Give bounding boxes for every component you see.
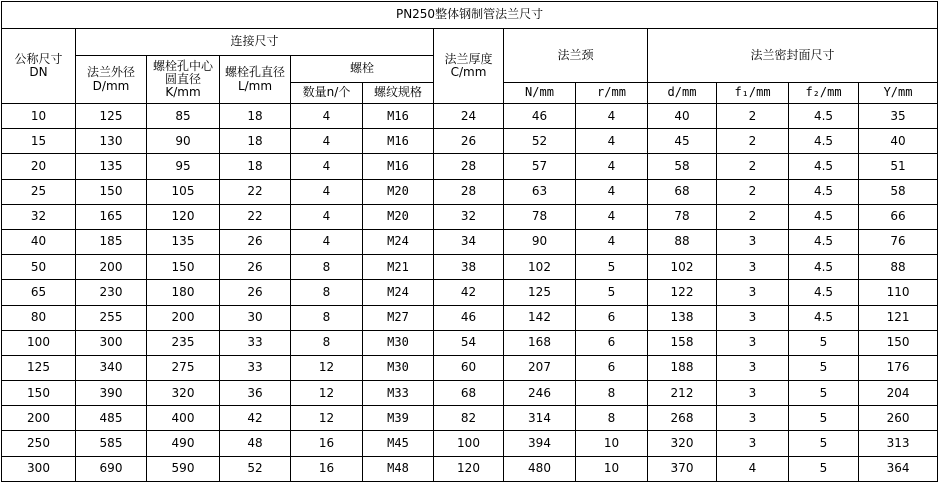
cell-outer-dia: 340 <box>76 355 147 380</box>
cell-seal-d: 102 <box>648 255 717 280</box>
cell-bolt-circle: 180 <box>147 280 220 305</box>
cell-seal-d: 370 <box>648 456 717 481</box>
cell-neck-n: 57 <box>504 154 576 179</box>
cell-seal-d: 320 <box>648 431 717 456</box>
cell-seal-d: 158 <box>648 330 717 355</box>
cell-bolt-thread: M30 <box>363 355 434 380</box>
cell-seal-f1: 3 <box>717 305 789 330</box>
cell-dn: 250 <box>2 431 76 456</box>
table-title: PN250整体钢制管法兰尺寸 <box>2 2 938 29</box>
cell-thickness: 38 <box>434 255 504 280</box>
cell-outer-dia: 690 <box>76 456 147 481</box>
cell-seal-f1: 3 <box>717 431 789 456</box>
cell-seal-y: 364 <box>859 456 938 481</box>
cell-bolt-hole: 26 <box>220 229 291 254</box>
cell-seal-f1: 2 <box>717 154 789 179</box>
cell-neck-r: 4 <box>576 204 648 229</box>
header-seal-f2: f₂/mm <box>789 83 859 104</box>
header-dn: 公称尺寸 DN <box>2 29 76 104</box>
cell-seal-f1: 3 <box>717 229 789 254</box>
cell-neck-r: 5 <box>576 255 648 280</box>
cell-bolt-count: 8 <box>291 280 363 305</box>
cell-seal-f1: 2 <box>717 204 789 229</box>
cell-outer-dia: 255 <box>76 305 147 330</box>
cell-bolt-count: 4 <box>291 154 363 179</box>
cell-seal-y: 110 <box>859 280 938 305</box>
header-bolt-count: 数量n/个 <box>291 83 363 104</box>
cell-seal-y: 150 <box>859 330 938 355</box>
cell-bolt-count: 16 <box>291 456 363 481</box>
flange-dimension-table <box>1 1 938 482</box>
cell-seal-d: 45 <box>648 129 717 154</box>
cell-seal-f1: 2 <box>717 104 789 129</box>
cell-bolt-count: 4 <box>291 204 363 229</box>
cell-neck-n: 142 <box>504 305 576 330</box>
cell-dn: 10 <box>2 104 76 129</box>
cell-outer-dia: 135 <box>76 154 147 179</box>
table-row <box>2 154 938 179</box>
cell-thickness: 68 <box>434 381 504 406</box>
header-thickness: 法兰厚度 C/mm <box>434 29 504 104</box>
cell-seal-d: 212 <box>648 381 717 406</box>
cell-bolt-hole: 30 <box>220 305 291 330</box>
header-seal-f1: f₁/mm <box>717 83 789 104</box>
cell-seal-y: 76 <box>859 229 938 254</box>
cell-bolt-hole: 26 <box>220 255 291 280</box>
cell-seal-f2: 4.5 <box>789 280 859 305</box>
cell-bolt-circle: 95 <box>147 154 220 179</box>
cell-bolt-hole: 33 <box>220 355 291 380</box>
cell-seal-f1: 2 <box>717 129 789 154</box>
cell-dn: 40 <box>2 229 76 254</box>
cell-bolt-circle: 85 <box>147 104 220 129</box>
cell-seal-f2: 4.5 <box>789 179 859 204</box>
header-neck: 法兰颈 <box>504 29 648 83</box>
header-neck-r: r/mm <box>576 83 648 104</box>
cell-seal-f1: 3 <box>717 255 789 280</box>
cell-seal-y: 313 <box>859 431 938 456</box>
cell-seal-y: 35 <box>859 104 938 129</box>
cell-neck-r: 8 <box>576 381 648 406</box>
cell-seal-y: 66 <box>859 204 938 229</box>
cell-bolt-circle: 90 <box>147 129 220 154</box>
cell-bolt-hole: 52 <box>220 456 291 481</box>
cell-seal-d: 138 <box>648 305 717 330</box>
cell-thickness: 28 <box>434 179 504 204</box>
cell-bolt-hole: 42 <box>220 406 291 431</box>
cell-seal-f1: 2 <box>717 179 789 204</box>
table-row <box>2 305 938 330</box>
cell-bolt-thread: M33 <box>363 381 434 406</box>
cell-neck-r: 5 <box>576 280 648 305</box>
cell-seal-d: 122 <box>648 280 717 305</box>
cell-bolt-thread: M20 <box>363 179 434 204</box>
cell-bolt-count: 4 <box>291 229 363 254</box>
cell-bolt-hole: 22 <box>220 179 291 204</box>
cell-seal-d: 58 <box>648 154 717 179</box>
cell-dn: 100 <box>2 330 76 355</box>
cell-dn: 125 <box>2 355 76 380</box>
header-outer-dia: 法兰外径 D/mm <box>76 56 147 104</box>
cell-bolt-count: 4 <box>291 129 363 154</box>
header-bolt-hole: 螺栓孔直径 L/mm <box>220 56 291 104</box>
cell-bolt-circle: 120 <box>147 204 220 229</box>
cell-thickness: 42 <box>434 280 504 305</box>
cell-bolt-circle: 320 <box>147 381 220 406</box>
cell-seal-f2: 4.5 <box>789 204 859 229</box>
cell-seal-y: 88 <box>859 255 938 280</box>
cell-bolt-thread: M16 <box>363 129 434 154</box>
cell-neck-r: 4 <box>576 179 648 204</box>
cell-seal-y: 51 <box>859 154 938 179</box>
cell-seal-f1: 3 <box>717 406 789 431</box>
cell-dn: 65 <box>2 280 76 305</box>
cell-seal-f1: 4 <box>717 456 789 481</box>
header-neck-n: N/mm <box>504 83 576 104</box>
cell-seal-y: 260 <box>859 406 938 431</box>
cell-bolt-thread: M48 <box>363 456 434 481</box>
cell-outer-dia: 165 <box>76 204 147 229</box>
cell-neck-n: 207 <box>504 355 576 380</box>
cell-dn: 15 <box>2 129 76 154</box>
cell-neck-n: 102 <box>504 255 576 280</box>
cell-neck-n: 168 <box>504 330 576 355</box>
cell-neck-r: 4 <box>576 129 648 154</box>
cell-seal-d: 188 <box>648 355 717 380</box>
cell-seal-d: 40 <box>648 104 717 129</box>
table-row <box>2 255 938 280</box>
cell-neck-r: 4 <box>576 154 648 179</box>
cell-outer-dia: 200 <box>76 255 147 280</box>
cell-seal-f2: 4.5 <box>789 154 859 179</box>
cell-seal-f2: 4.5 <box>789 104 859 129</box>
cell-neck-n: 314 <box>504 406 576 431</box>
cell-neck-r: 6 <box>576 330 648 355</box>
cell-neck-r: 4 <box>576 104 648 129</box>
table-row <box>2 330 938 355</box>
cell-bolt-thread: M16 <box>363 104 434 129</box>
cell-bolt-count: 8 <box>291 330 363 355</box>
cell-neck-r: 8 <box>576 406 648 431</box>
cell-dn: 32 <box>2 204 76 229</box>
table-row <box>2 104 938 129</box>
cell-seal-f2: 5 <box>789 330 859 355</box>
cell-bolt-circle: 200 <box>147 305 220 330</box>
cell-bolt-count: 8 <box>291 305 363 330</box>
cell-outer-dia: 150 <box>76 179 147 204</box>
table-row <box>2 355 938 380</box>
cell-thickness: 26 <box>434 129 504 154</box>
cell-thickness: 82 <box>434 406 504 431</box>
cell-neck-n: 52 <box>504 129 576 154</box>
cell-bolt-circle: 105 <box>147 179 220 204</box>
cell-dn: 50 <box>2 255 76 280</box>
cell-bolt-thread: M30 <box>363 330 434 355</box>
cell-bolt-circle: 490 <box>147 431 220 456</box>
header-bolt-circle: 螺栓孔中心圆直径 K/mm <box>147 56 220 104</box>
cell-bolt-hole: 36 <box>220 381 291 406</box>
cell-seal-f2: 4.5 <box>789 129 859 154</box>
cell-bolt-circle: 400 <box>147 406 220 431</box>
cell-bolt-count: 4 <box>291 104 363 129</box>
cell-bolt-circle: 135 <box>147 229 220 254</box>
cell-seal-d: 88 <box>648 229 717 254</box>
table-row <box>2 179 938 204</box>
cell-bolt-circle: 150 <box>147 255 220 280</box>
cell-bolt-thread: M24 <box>363 229 434 254</box>
cell-thickness: 32 <box>434 204 504 229</box>
cell-neck-n: 90 <box>504 229 576 254</box>
cell-bolt-hole: 33 <box>220 330 291 355</box>
cell-bolt-hole: 26 <box>220 280 291 305</box>
table-row <box>2 129 938 154</box>
header-seal-d: d/mm <box>648 83 717 104</box>
cell-outer-dia: 125 <box>76 104 147 129</box>
cell-seal-f1: 3 <box>717 280 789 305</box>
cell-seal-f2: 4.5 <box>789 255 859 280</box>
cell-bolt-count: 8 <box>291 255 363 280</box>
header-bolt-thread: 螺纹规格 <box>363 83 434 104</box>
cell-bolt-circle: 235 <box>147 330 220 355</box>
cell-thickness: 54 <box>434 330 504 355</box>
header-bolt: 螺栓 <box>291 56 434 83</box>
cell-outer-dia: 390 <box>76 381 147 406</box>
cell-bolt-hole: 18 <box>220 129 291 154</box>
cell-seal-f1: 3 <box>717 381 789 406</box>
cell-bolt-thread: M24 <box>363 280 434 305</box>
cell-seal-f2: 4.5 <box>789 229 859 254</box>
cell-bolt-thread: M39 <box>363 406 434 431</box>
cell-seal-y: 40 <box>859 129 938 154</box>
cell-neck-n: 246 <box>504 381 576 406</box>
cell-seal-f1: 3 <box>717 330 789 355</box>
cell-seal-f2: 5 <box>789 456 859 481</box>
cell-bolt-hole: 18 <box>220 154 291 179</box>
cell-seal-f2: 5 <box>789 381 859 406</box>
table-row <box>2 229 938 254</box>
cell-outer-dia: 300 <box>76 330 147 355</box>
table-row <box>2 406 938 431</box>
cell-dn: 20 <box>2 154 76 179</box>
cell-neck-r: 6 <box>576 355 648 380</box>
cell-bolt-count: 12 <box>291 381 363 406</box>
cell-neck-r: 10 <box>576 431 648 456</box>
cell-outer-dia: 485 <box>76 406 147 431</box>
cell-neck-n: 394 <box>504 431 576 456</box>
cell-bolt-hole: 22 <box>220 204 291 229</box>
table-row <box>2 431 938 456</box>
cell-seal-y: 58 <box>859 179 938 204</box>
table-row <box>2 381 938 406</box>
cell-neck-n: 78 <box>504 204 576 229</box>
cell-thickness: 120 <box>434 456 504 481</box>
cell-bolt-count: 12 <box>291 355 363 380</box>
cell-bolt-circle: 590 <box>147 456 220 481</box>
cell-seal-d: 78 <box>648 204 717 229</box>
cell-neck-n: 46 <box>504 104 576 129</box>
cell-dn: 300 <box>2 456 76 481</box>
cell-outer-dia: 130 <box>76 129 147 154</box>
cell-bolt-thread: M20 <box>363 204 434 229</box>
cell-bolt-thread: M21 <box>363 255 434 280</box>
cell-bolt-circle: 275 <box>147 355 220 380</box>
cell-neck-n: 480 <box>504 456 576 481</box>
cell-seal-f1: 3 <box>717 355 789 380</box>
cell-seal-y: 121 <box>859 305 938 330</box>
cell-neck-r: 6 <box>576 305 648 330</box>
cell-thickness: 100 <box>434 431 504 456</box>
table-row <box>2 456 938 481</box>
cell-bolt-hole: 48 <box>220 431 291 456</box>
cell-seal-f2: 4.5 <box>789 305 859 330</box>
cell-thickness: 34 <box>434 229 504 254</box>
cell-neck-r: 10 <box>576 456 648 481</box>
cell-seal-d: 68 <box>648 179 717 204</box>
cell-thickness: 46 <box>434 305 504 330</box>
table-body <box>2 104 938 482</box>
cell-bolt-thread: M16 <box>363 154 434 179</box>
cell-seal-y: 204 <box>859 381 938 406</box>
cell-neck-r: 4 <box>576 229 648 254</box>
cell-neck-n: 63 <box>504 179 576 204</box>
cell-seal-f2: 5 <box>789 355 859 380</box>
cell-seal-d: 268 <box>648 406 717 431</box>
cell-bolt-thread: M45 <box>363 431 434 456</box>
cell-bolt-count: 12 <box>291 406 363 431</box>
cell-bolt-hole: 18 <box>220 104 291 129</box>
cell-thickness: 60 <box>434 355 504 380</box>
cell-dn: 25 <box>2 179 76 204</box>
cell-neck-n: 125 <box>504 280 576 305</box>
cell-bolt-thread: M27 <box>363 305 434 330</box>
cell-thickness: 24 <box>434 104 504 129</box>
cell-seal-y: 176 <box>859 355 938 380</box>
cell-outer-dia: 585 <box>76 431 147 456</box>
cell-thickness: 28 <box>434 154 504 179</box>
table-row <box>2 204 938 229</box>
header-seal: 法兰密封面尺寸 <box>648 29 938 83</box>
cell-dn: 80 <box>2 305 76 330</box>
cell-bolt-count: 4 <box>291 179 363 204</box>
cell-outer-dia: 230 <box>76 280 147 305</box>
cell-bolt-count: 16 <box>291 431 363 456</box>
cell-outer-dia: 185 <box>76 229 147 254</box>
header-connect: 连接尺寸 <box>76 29 434 56</box>
header-seal-y: Y/mm <box>859 83 938 104</box>
cell-dn: 200 <box>2 406 76 431</box>
cell-seal-f2: 5 <box>789 431 859 456</box>
table-row <box>2 280 938 305</box>
cell-seal-f2: 5 <box>789 406 859 431</box>
cell-dn: 150 <box>2 381 76 406</box>
